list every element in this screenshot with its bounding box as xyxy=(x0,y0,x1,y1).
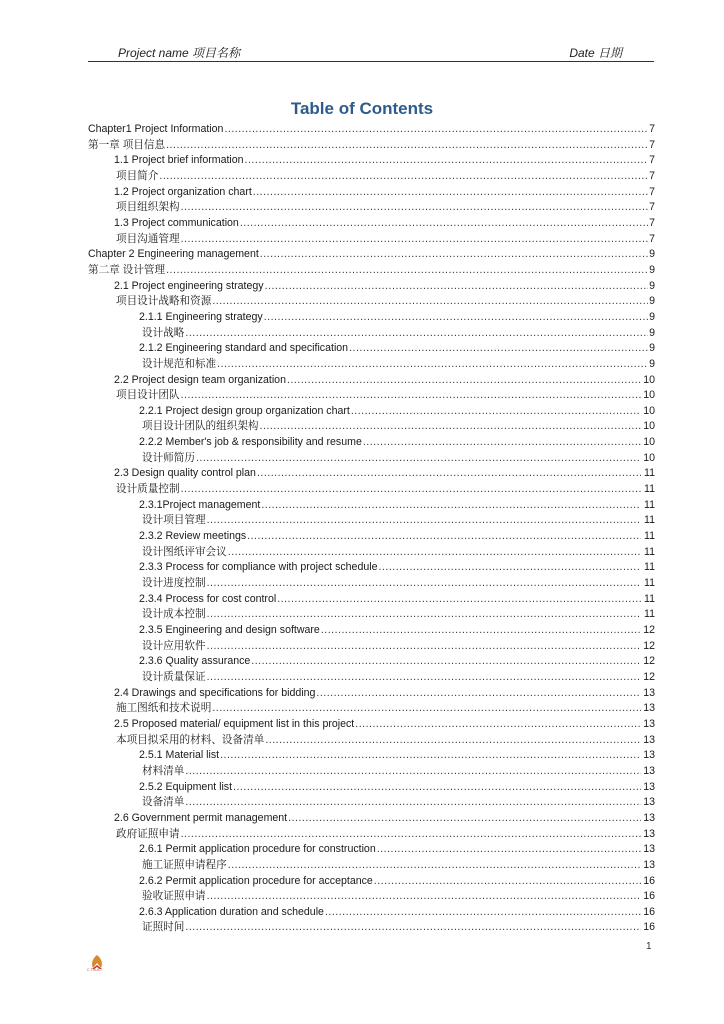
toc-entry-title: 2.1.2 Engineering standard and specification xyxy=(139,342,349,355)
toc-leader-dots xyxy=(181,482,641,498)
toc-entry-page: 10 xyxy=(643,436,655,449)
toc-leader-dots xyxy=(212,701,641,717)
toc-entry-page: 13 xyxy=(643,686,655,699)
toc-entry-page: 9 xyxy=(649,326,655,339)
toc-entry-page: 16 xyxy=(643,905,655,918)
toc-entry[interactable] xyxy=(88,654,655,670)
toc-entry[interactable] xyxy=(88,263,655,279)
toc-leader-dots xyxy=(207,639,641,655)
toc-leader-dots xyxy=(207,513,641,529)
toc-leader-dots xyxy=(181,388,641,404)
toc-entry-title: 1.2 Project organization chart xyxy=(114,185,252,198)
page-number: 1 xyxy=(646,941,652,952)
toc-entry-title: 项目设计战略和资源 xyxy=(116,295,212,308)
toc-leader-dots xyxy=(316,686,641,702)
toc-entry-page: 7 xyxy=(649,169,655,182)
toc-entry-page: 7 xyxy=(649,232,655,245)
toc-leader-dots xyxy=(349,341,648,357)
toc-entry[interactable] xyxy=(88,388,655,404)
toc-entry-page: 11 xyxy=(644,608,655,621)
toc-leader-dots xyxy=(166,263,648,279)
toc-entry-title: 2.2.1 Project design group organization chart xyxy=(139,404,350,417)
toc-entry-title: 第一章 项目信息 xyxy=(88,138,166,151)
toc-entry-page: 7 xyxy=(649,201,655,214)
toc-leader-dots xyxy=(224,122,648,138)
toc-entry-page: 11 xyxy=(644,530,655,543)
toc-entry-page: 7 xyxy=(649,123,655,135)
header-divider xyxy=(88,61,654,62)
toc-leader-dots xyxy=(181,232,649,248)
toc-entry[interactable] xyxy=(88,639,655,655)
toc-entry-title: 2.3 Design quality control plan xyxy=(114,467,256,480)
toc-entry[interactable] xyxy=(88,122,655,138)
toc-entry-page: 13 xyxy=(643,843,655,856)
toc-entry-title: 2.2.2 Member's job & responsibility and resume xyxy=(139,436,362,449)
toc-leader-dots xyxy=(207,889,641,905)
toc-entry[interactable] xyxy=(88,326,655,342)
toc-entry[interactable] xyxy=(88,419,655,435)
header-project-name: Project name 项目名称 xyxy=(118,46,241,60)
toc-leader-dots xyxy=(220,748,641,764)
toc-entry[interactable] xyxy=(88,560,655,576)
toc-entry[interactable] xyxy=(88,811,655,827)
toc-entry-title: 项目组织架构 xyxy=(116,201,180,214)
toc-entry[interactable] xyxy=(88,498,655,514)
toc-leader-dots xyxy=(247,529,641,545)
toc-leader-dots xyxy=(264,310,648,326)
toc-leader-dots xyxy=(228,858,641,874)
toc-entry-title: 1.1 Project brief information xyxy=(114,154,244,167)
toc-leader-dots xyxy=(228,545,641,561)
toc-entry-title: 设计进度控制 xyxy=(142,577,206,590)
toc-entry-page: 12 xyxy=(643,624,655,636)
toc-leader-dots xyxy=(240,216,648,232)
toc-entry[interactable] xyxy=(88,341,655,357)
toc-entry[interactable] xyxy=(88,545,655,561)
toc-entry-page: 11 xyxy=(644,498,655,511)
toc-entry-title: 2.2 Project design team organization xyxy=(114,373,286,386)
toc-entry-title: 2.5.2 Equipment list xyxy=(139,780,233,793)
toc-leader-dots xyxy=(217,357,648,373)
toc-entry[interactable] xyxy=(88,357,655,373)
toc-entry-page: 9 xyxy=(649,295,655,308)
toc-entry[interactable] xyxy=(88,247,655,263)
toc-entry-title: 1.3 Project communication xyxy=(114,216,239,229)
toc-entry-page: 7 xyxy=(649,154,655,167)
toc-entry[interactable] xyxy=(88,733,655,749)
toc-entry-title: 设计应用软件 xyxy=(142,639,206,652)
toc-entry-title: 2.5 Proposed material/ equipment list in this project xyxy=(114,717,355,730)
toc-entry[interactable] xyxy=(88,216,655,232)
toc-entry[interactable] xyxy=(88,842,655,858)
toc-leader-dots xyxy=(288,811,641,827)
toc-entry[interactable] xyxy=(88,701,655,717)
toc-entry-title: 2.6.3 Application duration and schedule xyxy=(139,905,324,918)
toc-leader-dots xyxy=(261,498,641,514)
toc-entry-title: 设计师简历 xyxy=(142,451,195,464)
toc-leader-dots xyxy=(378,560,641,576)
toc-entry[interactable] xyxy=(88,513,655,529)
toc-entry-page: 11 xyxy=(644,483,655,496)
toc-entry-title: 2.3.4 Process for cost control xyxy=(139,592,277,605)
toc-entry-page: 13 xyxy=(643,717,655,730)
toc-entry-title: 项目简介 xyxy=(116,169,159,182)
toc-entry[interactable] xyxy=(88,435,655,451)
toc-entry[interactable] xyxy=(88,185,655,201)
toc-entry-title: 2.4 Drawings and specifications for bidding xyxy=(114,686,316,699)
toc-entry-title: 施工图纸和技术说明 xyxy=(116,702,212,715)
toc-entry-page: 13 xyxy=(643,764,655,777)
toc-leader-dots xyxy=(277,592,641,608)
toc-entry-page: 7 xyxy=(649,216,655,229)
toc-entry-page: 9 xyxy=(649,279,655,292)
toc-entry[interactable] xyxy=(88,623,655,639)
toc-entry-page: 16 xyxy=(643,874,655,887)
toc-leader-dots xyxy=(260,247,648,263)
toc-leader-dots xyxy=(166,138,648,154)
toc-entry[interactable] xyxy=(88,200,655,216)
toc-entry-title: 2.3.2 Review meetings xyxy=(139,530,247,543)
toc-entry[interactable] xyxy=(88,232,655,248)
toc-entry[interactable] xyxy=(88,138,655,154)
toc-entry-page: 9 xyxy=(649,310,655,323)
toc-leader-dots xyxy=(159,169,648,185)
toc-entry-title: 政府证照申请 xyxy=(116,827,180,840)
toc-leader-dots xyxy=(185,764,641,780)
toc-leader-dots xyxy=(207,670,641,686)
toc-entry-title: 设计成本控制 xyxy=(142,608,206,621)
toc-leader-dots xyxy=(181,200,649,216)
toc-entry-page: 11 xyxy=(644,545,655,558)
toc-leader-dots xyxy=(185,795,641,811)
toc-entry[interactable] xyxy=(88,717,655,733)
header-date: Date 日期 xyxy=(569,46,622,60)
toc-entry-title: 2.1.1 Engineering strategy xyxy=(139,310,263,323)
toc-title: Table of Contents xyxy=(290,99,434,118)
toc-entry-page: 13 xyxy=(643,858,655,871)
toc-entry-page: 7 xyxy=(649,185,655,198)
toc-leader-dots xyxy=(181,827,641,843)
toc-entry[interactable] xyxy=(88,310,655,326)
toc-entry[interactable] xyxy=(88,576,655,592)
toc-entry-title: 验收证照申请 xyxy=(142,890,206,903)
toc-entry[interactable] xyxy=(88,670,655,686)
toc-entry-page: 11 xyxy=(644,592,655,605)
toc-entry-title: 2.3.3 Process for compliance with project schedule xyxy=(139,561,378,574)
toc-entry-title: 设计项目管理 xyxy=(142,514,206,527)
toc-entry[interactable] xyxy=(88,858,655,874)
toc-entry-title: 材料清单 xyxy=(142,764,185,777)
toc-entry-title: 2.3.6 Quality assurance xyxy=(139,655,251,668)
toc-entry-page: 12 xyxy=(643,655,655,668)
toc-entry[interactable] xyxy=(88,482,655,498)
logo-caption: C TRUST xyxy=(87,968,103,972)
toc-entry[interactable] xyxy=(88,874,655,890)
toc-entry[interactable] xyxy=(88,466,655,482)
toc-entry[interactable] xyxy=(88,529,655,545)
toc-leader-dots xyxy=(185,920,641,936)
toc-entry-page: 16 xyxy=(643,921,655,934)
toc-leader-dots xyxy=(363,435,641,451)
toc-leader-dots xyxy=(207,576,641,592)
toc-entry[interactable] xyxy=(88,373,655,389)
table-of-contents xyxy=(88,122,655,936)
toc-entry-page: 11 xyxy=(644,561,655,574)
toc-entry[interactable] xyxy=(88,451,655,467)
toc-entry-title: 2.3.1Project management xyxy=(139,498,261,511)
page-header xyxy=(88,42,654,60)
toc-entry[interactable] xyxy=(88,889,655,905)
toc-leader-dots xyxy=(251,654,641,670)
toc-leader-dots xyxy=(196,451,641,467)
toc-entry[interactable] xyxy=(88,920,655,936)
toc-entry-title: 2.1 Project engineering strategy xyxy=(114,279,264,292)
toc-entry-title: 设计战略 xyxy=(142,326,185,339)
toc-entry-page: 10 xyxy=(643,373,655,386)
toc-entry-page: 12 xyxy=(643,670,655,683)
toc-entry-title: 证照时间 xyxy=(142,921,185,934)
toc-entry-title: 项目设计团队 xyxy=(116,389,180,402)
toc-entry[interactable] xyxy=(88,294,655,310)
toc-entry-page: 12 xyxy=(643,639,655,652)
toc-entry-page: 13 xyxy=(643,796,655,809)
toc-entry-page: 10 xyxy=(643,420,655,433)
toc-entry-title: 设计质量控制 xyxy=(116,483,180,496)
toc-entry[interactable] xyxy=(88,592,655,608)
toc-entry-title: 设备清单 xyxy=(142,796,185,809)
toc-entry[interactable] xyxy=(88,780,655,796)
toc-entry-page: 9 xyxy=(649,248,655,261)
toc-entry-title: Chapter 2 Engineering management xyxy=(88,248,259,261)
toc-entry-page: 11 xyxy=(644,467,655,480)
toc-entry-title: 项目设计团队的组织架构 xyxy=(142,420,259,433)
toc-leader-dots xyxy=(265,279,649,295)
toc-entry-page: 10 xyxy=(643,451,655,464)
toc-entry[interactable] xyxy=(88,153,655,169)
toc-leader-dots xyxy=(245,153,649,169)
toc-entry-title: 设计图纸评审会议 xyxy=(142,545,227,558)
toc-entry-page: 13 xyxy=(643,702,655,715)
toc-entry-page: 11 xyxy=(644,514,655,527)
toc-entry-page: 13 xyxy=(643,733,655,746)
toc-entry-title: 2.6.2 Permit application procedure for acceptance xyxy=(139,874,373,887)
toc-entry[interactable] xyxy=(88,748,655,764)
toc-entry-page: 13 xyxy=(643,780,655,793)
toc-leader-dots xyxy=(351,404,641,420)
toc-leader-dots xyxy=(355,717,641,733)
toc-entry-page: 10 xyxy=(643,389,655,402)
toc-entry-title: 2.3.5 Engineering and design software xyxy=(139,624,320,636)
toc-entry-title: 项目沟通管理 xyxy=(116,232,180,245)
toc-entry-page: 13 xyxy=(643,827,655,840)
toc-entry-page: 13 xyxy=(643,811,655,824)
toc-leader-dots xyxy=(377,842,641,858)
toc-entry[interactable] xyxy=(88,607,655,623)
toc-leader-dots xyxy=(321,623,641,639)
toc-leader-dots xyxy=(374,874,641,890)
toc-leader-dots xyxy=(287,373,641,389)
toc-entry-title: 2.6 Government permit management xyxy=(114,811,288,824)
toc-entry-title: 设计规范和标准 xyxy=(142,357,217,370)
toc-entry-page: 16 xyxy=(643,890,655,903)
toc-leader-dots xyxy=(253,185,648,201)
toc-leader-dots xyxy=(257,466,641,482)
toc-leader-dots xyxy=(185,326,648,342)
toc-entry-title: 设计质量保证 xyxy=(142,670,206,683)
toc-leader-dots xyxy=(233,780,641,796)
toc-entry-title: 施工证照申请程序 xyxy=(142,858,227,871)
toc-entry-title: 2.6.1 Permit application procedure for construction xyxy=(139,843,376,856)
toc-leader-dots xyxy=(260,419,641,435)
toc-entry-title: 第二章 设计管理 xyxy=(88,263,166,276)
toc-leader-dots xyxy=(207,607,641,623)
toc-entry-title: 本项目拟采用的材料、设备清单 xyxy=(116,733,265,746)
toc-entry[interactable] xyxy=(88,686,655,702)
toc-entry-page: 9 xyxy=(649,357,655,370)
company-logo-icon xyxy=(88,953,106,981)
toc-leader-dots xyxy=(265,733,641,749)
toc-entry-page: 11 xyxy=(644,577,655,590)
toc-entry-page: 9 xyxy=(649,342,655,355)
toc-leader-dots xyxy=(212,294,648,310)
toc-entry-page: 9 xyxy=(649,263,655,276)
toc-entry-title: Chapter1 Project Information xyxy=(88,123,224,135)
toc-entry[interactable] xyxy=(88,827,655,843)
toc-entry[interactable] xyxy=(88,905,655,921)
toc-entry-page: 7 xyxy=(649,138,655,151)
toc-entry-page: 13 xyxy=(643,749,655,762)
toc-entry[interactable] xyxy=(88,795,655,811)
toc-leader-dots xyxy=(325,905,641,921)
toc-entry[interactable] xyxy=(88,279,655,295)
toc-entry[interactable] xyxy=(88,764,655,780)
toc-entry-page: 10 xyxy=(643,404,655,417)
toc-entry[interactable] xyxy=(88,169,655,185)
toc-entry-title: 2.5.1 Material list xyxy=(139,749,220,762)
toc-entry[interactable] xyxy=(88,404,655,420)
